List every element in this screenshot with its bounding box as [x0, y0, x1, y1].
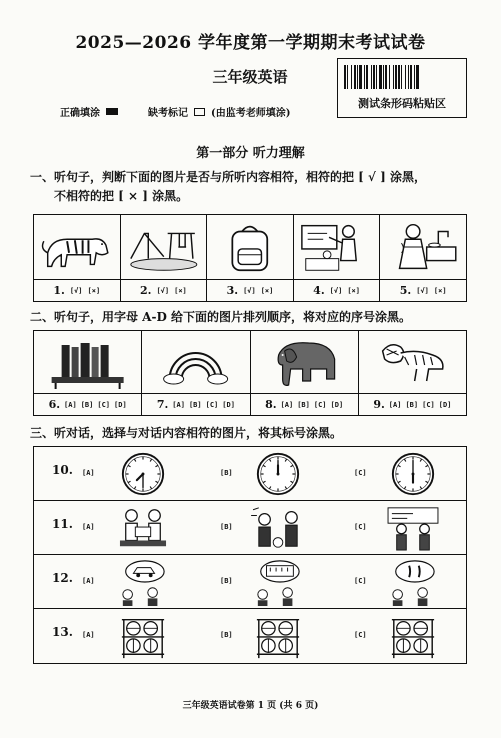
barcode-area: [337, 58, 467, 118]
schoolbag-icon: [211, 219, 289, 275]
option-bubble-d[interactable]: [D]: [438, 400, 452, 409]
option-bubble-a[interactable]: [A]: [172, 400, 185, 409]
absent-mark-label: 缺考标记: [148, 108, 188, 119]
option-bubble-b[interactable]: [B]: [80, 400, 94, 409]
option-bubble-b[interactable]: [B]: [405, 400, 419, 409]
answer-row: [34, 279, 120, 301]
true-option-bubble[interactable]: [√]: [329, 286, 343, 295]
question-cell: [142, 331, 250, 415]
option-bubble-d[interactable]: [D]: [222, 400, 235, 409]
kids-thinking-car-icon: [114, 558, 172, 606]
tiger-icon: [38, 219, 116, 275]
option-bubble-c[interactable]: [C]: [97, 400, 111, 409]
question-row: [34, 609, 466, 663]
option-bubble-c[interactable]: [C]: [354, 577, 367, 585]
question-number: 7.: [156, 398, 169, 411]
question-number: 10.: [52, 463, 73, 477]
option-bubble-a[interactable]: [A]: [82, 577, 95, 585]
option-bubble-b[interactable]: [B]: [220, 469, 233, 477]
question-number: 13.: [52, 625, 73, 639]
section1-instruction: 一、听句子，判断下面的图片是否与所听内容相符，相符的把 [ √ ] 涂黑， 不相符的把 [ × ] 涂黑。: [30, 170, 426, 203]
option-bubble-a[interactable]: [A]: [280, 400, 294, 409]
section2-instruction: 二、听句子，用字母 A-D 给下面的图片排列顺序，将对应的序号涂黑。: [30, 310, 412, 324]
false-option-bubble[interactable]: [×]: [260, 286, 274, 295]
absent-note: (由监考老师填涂): [211, 108, 291, 119]
question-number: 4.: [313, 284, 325, 297]
question-number: 3.: [226, 284, 239, 297]
question-row: [34, 501, 466, 555]
option-bubble-a[interactable]: [A]: [82, 469, 95, 477]
section1-grid: [33, 214, 467, 302]
page-footer: 三年级英语试卷第 1 页 (共 6 页): [182, 701, 319, 711]
false-option-bubble[interactable]: [×]: [174, 286, 187, 295]
clock-icon: [384, 450, 442, 498]
question-cell: [251, 331, 359, 415]
kids-playing-icon: [249, 504, 307, 552]
answer-row: [207, 279, 293, 301]
question-cell: [121, 215, 208, 301]
option-bubble-a[interactable]: [A]: [388, 400, 402, 409]
kids-reading-icon: [114, 504, 172, 552]
question-cell: [34, 331, 142, 415]
clock-icon: [114, 450, 172, 498]
ball-rack-icon: [249, 612, 307, 660]
option-bubble-d[interactable]: [D]: [330, 400, 344, 409]
true-option-bubble[interactable]: [√]: [69, 286, 83, 295]
section2-grid: [33, 330, 467, 416]
answer-row: [142, 393, 249, 415]
option-bubble-c[interactable]: [C]: [313, 400, 327, 409]
option-bubble-c[interactable]: [C]: [205, 400, 219, 409]
bookshelf-icon: [38, 335, 137, 391]
answer-row: [251, 393, 358, 415]
question-number: 8.: [265, 398, 277, 411]
correct-fill-label: 正确填涂: [60, 108, 100, 119]
section3-instruction: 三、听对话，选择与对话内容相符的图片，将其标号涂黑。: [30, 426, 343, 440]
answer-row: [380, 279, 466, 301]
option-bubble-c[interactable]: [C]: [354, 631, 367, 639]
question-cell: [207, 215, 294, 301]
fill-instructions: [60, 104, 290, 119]
option-bubble-b[interactable]: [B]: [220, 523, 233, 531]
kids-classroom-icon: [384, 504, 442, 552]
question-number: 2.: [139, 284, 152, 297]
question-row: [34, 555, 466, 609]
answer-row: [294, 279, 380, 301]
kids-thinking-walking-icon: [384, 558, 442, 606]
false-option-bubble[interactable]: [×]: [433, 286, 447, 295]
option-bubble-b[interactable]: [B]: [220, 577, 233, 585]
question-cell: [359, 331, 466, 415]
absent-checkbox[interactable]: [194, 108, 205, 116]
barcode-icon: [344, 65, 460, 89]
question-cell: [34, 215, 121, 301]
option-bubble-b[interactable]: [B]: [188, 400, 202, 409]
option-bubble-a[interactable]: [A]: [82, 631, 95, 639]
teacher-icon: [298, 219, 376, 275]
part-title: 第一部分 听力理解: [196, 146, 305, 161]
option-bubble-c[interactable]: [C]: [422, 400, 435, 409]
kids-thinking-bus-icon: [249, 558, 307, 606]
option-bubble-b[interactable]: [B]: [220, 631, 233, 639]
question-number: 11.: [52, 517, 73, 531]
true-option-bubble[interactable]: [√]: [156, 286, 170, 295]
ball-rack-icon: [384, 612, 442, 660]
option-bubble-b[interactable]: [B]: [297, 400, 310, 409]
option-bubble-c[interactable]: [C]: [354, 523, 367, 531]
playground-icon: [125, 219, 203, 275]
exam-title: 2025—2026 学年度第一学期期末考试试卷: [75, 33, 426, 53]
question-number: 1.: [53, 284, 65, 297]
lion-dance-icon: [363, 335, 462, 391]
false-option-bubble[interactable]: [×]: [87, 286, 101, 295]
girl-washing-dishes-icon: [384, 219, 462, 275]
false-option-bubble[interactable]: [×]: [347, 286, 360, 295]
question-number: 6.: [48, 398, 61, 411]
elephant-icon: [255, 335, 354, 391]
clock-icon: [249, 450, 307, 498]
section3-grid: [33, 446, 467, 664]
option-bubble-a[interactable]: [A]: [82, 523, 95, 531]
solid-mark-icon: [106, 108, 118, 115]
option-bubble-c[interactable]: [C]: [354, 469, 367, 477]
question-cell: [294, 215, 381, 301]
answer-row: [121, 279, 207, 301]
true-option-bubble[interactable]: [√]: [416, 286, 429, 295]
barcode-label: 测试条形码粘贴区: [358, 97, 446, 110]
rainbow-icon: [146, 335, 245, 391]
answer-row: [359, 393, 466, 415]
option-bubble-a[interactable]: [A]: [64, 400, 77, 409]
question-cell: [380, 215, 466, 301]
exam-subject: 三年级英语: [212, 68, 288, 86]
true-option-bubble[interactable]: [√]: [243, 286, 256, 295]
question-row: [34, 447, 466, 501]
question-number: 5.: [399, 284, 412, 297]
answer-row: [34, 393, 141, 415]
ball-rack-icon: [114, 612, 172, 660]
option-bubble-d[interactable]: [D]: [114, 400, 127, 409]
question-number: 12.: [52, 571, 73, 585]
question-number: 9.: [373, 398, 385, 411]
